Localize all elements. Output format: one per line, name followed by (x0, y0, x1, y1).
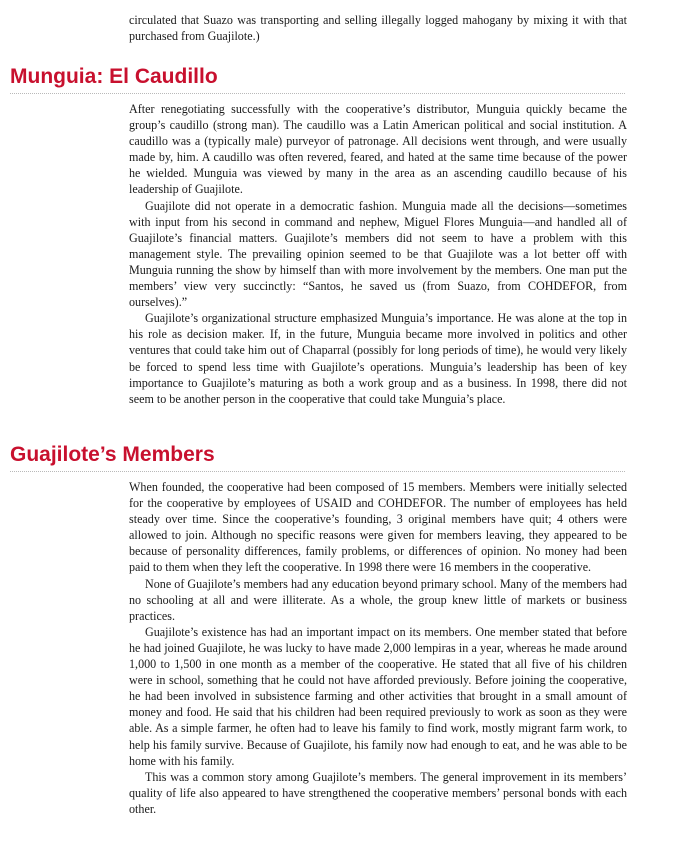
intro-paragraph: circulated that Suazo was transporting and selling illegally logged mahogany by mixing it with that purchased from Guajilote.) (129, 13, 627, 44)
paragraph: Guajilote did not operate in a democratic fashion. Munguia made all the decisions—sometimes with input from his second in command and nephew, Miguel Flores Munguia—and handled all of Guajilote’s financial matters. Guajilote’s members did not seem to have a problem with this management style. The prevailing opinion seemed to be that Guajilote was a lot better off with Munguia running the show by himself than with more involvement by the members. One man put the members’ view very succinctly: “Santos, he saved us (from Suazo, from COHDEFOR, from ourselves).” (129, 198, 627, 310)
paragraph: None of Guajilote’s members had any education beyond primary school. Many of the members had no schooling at all and were illiterate. As a whole, the group knew little of markets or business practices. (129, 576, 627, 623)
paragraph: Guajilote’s organizational structure emphasized Munguia’s importance. He was alone at the top in his role as decision maker. If, in the future, Munguia became more involved in politics and other ventures that could take him out of Chaparral (possibly for long periods of time), he would very likely be forced to spend less time with Guajilote’s operations. Munguia’s leadership has been of key importance to Guajilote’s maturing as both a work group and as a business. In 1998, there did not seem to be another person in the cooperative that could take Munguia’s place. (129, 311, 627, 406)
section-body-munguia (129, 101, 627, 407)
paragraph: Guajilote’s existence has had an important impact on its members. One member stated that before he had joined Guajilote, he was lucky to have made 2,000 lempiras in a year, whereas he made around 1,000 to 1,500 in one month as a member of the cooperative. He stated that all five of his children were in school, something that he could not have afforded previously. Before joining the cooperative, he had been involved in subsistence farming and other activities that brought in a small amount of money and food. He said that his children had been required previously to work as soon as they were able. As a simple farmer, he often had to leave his family to find work, mostly migrant farm work, to help his family survive. Because of Guajilote, his family now had enough to eat, and he was able to be home with his family. (129, 624, 627, 768)
intro-paragraph-block (129, 12, 627, 44)
section-divider (10, 471, 625, 472)
paragraph: After renegotiating successfully with the cooperative’s distributor, Munguia quickly became the group’s caudillo (strong man). The caudillo was a Latin American political and social institution. A caudillo was a (typically male) purveyor of patronage. All decisions went through, and were usually made by, him. A caudillo was often revered, feared, and hated at the same time because of the power he wielded. Munguia was viewed by many in the area as an ascending caudillo because of his leadership of Guajilote. (129, 102, 627, 197)
section-heading-munguia: Munguia: El Caudillo (10, 65, 218, 88)
paragraph: When founded, the cooperative had been composed of 15 members. Members were initially selected for the cooperative by employees of USAID and COHDEFOR. The number of employees has held steady over time. Since the cooperative’s founding, 3 original members have quit; 4 others were allowed to join. Although no specific reasons were given for members leaving, they appeared to be because of personality differences, family problems, or differences of opinion. No money had been paid to them when they left the cooperative. In 1998 there were 16 members in the cooperative. (129, 480, 627, 575)
section-body-members (129, 479, 627, 817)
paragraph: This was a common story among Guajilote’s members. The general improvement in its members’ quality of life also appeared to have strengthened the cooperative members’ personal bonds with each other. (129, 769, 627, 816)
section-divider (10, 93, 625, 94)
section-heading-members: Guajilote’s Members (10, 443, 215, 466)
